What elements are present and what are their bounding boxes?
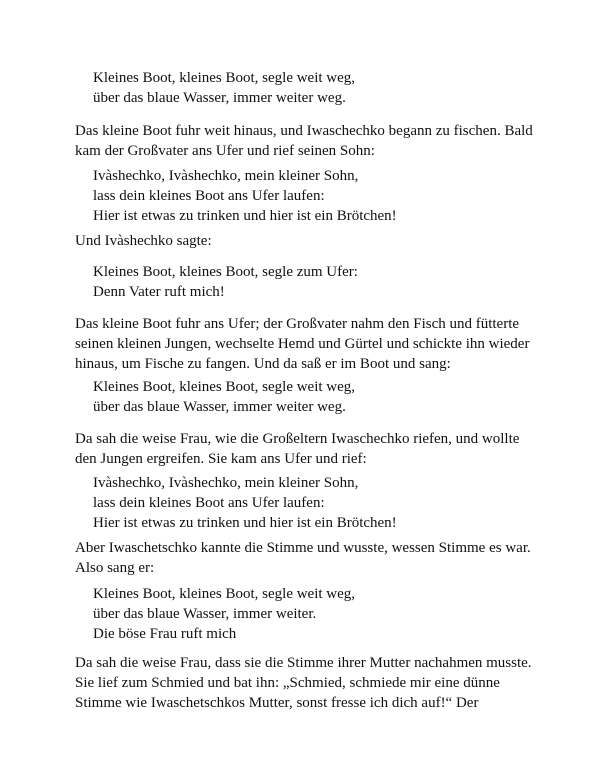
text-line: Ivàshechko, Ivàshechko, mein kleiner Sohn, — [93, 168, 359, 184]
verse-2 — [93, 166, 397, 226]
text-line: lass dein kleines Boot ans Ufer laufen: — [93, 495, 325, 511]
text-line: über das blaue Wasser, immer weiter. — [93, 606, 317, 622]
text-line: Das kleine Boot fuhr ans Ufer; der Großvater nahm den Fisch und fütterte — [75, 316, 520, 332]
text-line: Kleines Boot, kleines Boot, segle weit weg, — [93, 70, 356, 86]
paragraph-2 — [75, 231, 212, 251]
text-line: seinen kleinen Jungen, wechselte Hemd und Gürtel und schickte ihn wieder — [75, 336, 530, 352]
text-line: den Jungen ergreifen. Sie kam ans Ufer und rief: — [75, 451, 367, 467]
verse-4 — [93, 377, 355, 417]
text-line: hinaus, um Fische zu fangen. Und da saß er im Boot und sang: — [75, 356, 451, 372]
paragraph-6 — [75, 653, 532, 713]
text-line: Und Ivàshechko sagte: — [75, 233, 212, 249]
verse-1 — [93, 68, 355, 108]
text-line: über das blaue Wasser, immer weiter weg. — [93, 399, 346, 415]
text-line: Das kleine Boot fuhr weit hinaus, und Iwaschechko begann zu fischen. Bald — [75, 123, 533, 139]
text-line: Denn Vater ruft mich! — [93, 284, 225, 300]
verse-3 — [93, 262, 358, 302]
text-line: Da sah die weise Frau, wie die Großeltern Iwaschechko riefen, und wollte — [75, 431, 520, 447]
text-line: Stimme wie Iwaschetschkos Mutter, sonst fresse ich dich auf!“ Der — [75, 695, 479, 711]
verse-5 — [93, 473, 397, 533]
text-line: Kleines Boot, kleines Boot, segle weit weg, — [93, 379, 356, 395]
text-line: lass dein kleines Boot ans Ufer laufen: — [93, 188, 325, 204]
paragraph-3 — [75, 314, 529, 374]
text-line: Kleines Boot, kleines Boot, segle zum Ufer: — [93, 264, 358, 280]
text-line: Also sang er: — [75, 560, 155, 576]
text-line: über das blaue Wasser, immer weiter weg. — [93, 90, 346, 106]
text-line: Sie lief zum Schmied und bat ihn: „Schmied, schmiede mir eine dünne — [75, 675, 500, 691]
text-line: Ivàshechko, Ivàshechko, mein kleiner Sohn, — [93, 475, 359, 491]
text-line: Aber Iwaschetschko kannte die Stimme und wusste, wessen Stimme es war. — [75, 540, 531, 556]
text-line: Da sah die weise Frau, dass sie die Stimme ihrer Mutter nachahmen musste. — [75, 655, 532, 671]
text-line: Hier ist etwas zu trinken und hier ist ein Brötchen! — [93, 515, 397, 531]
text-line: Hier ist etwas zu trinken und hier ist ein Brötchen! — [93, 208, 397, 224]
text-line: Die böse Frau ruft mich — [93, 626, 237, 642]
verse-6 — [93, 584, 355, 644]
paragraph-5 — [75, 538, 531, 578]
paragraph-4 — [75, 429, 519, 469]
text-line: kam der Großvater ans Ufer und rief seinen Sohn: — [75, 143, 375, 159]
paragraph-1 — [75, 121, 533, 161]
text-line: Kleines Boot, kleines Boot, segle weit weg, — [93, 586, 356, 602]
